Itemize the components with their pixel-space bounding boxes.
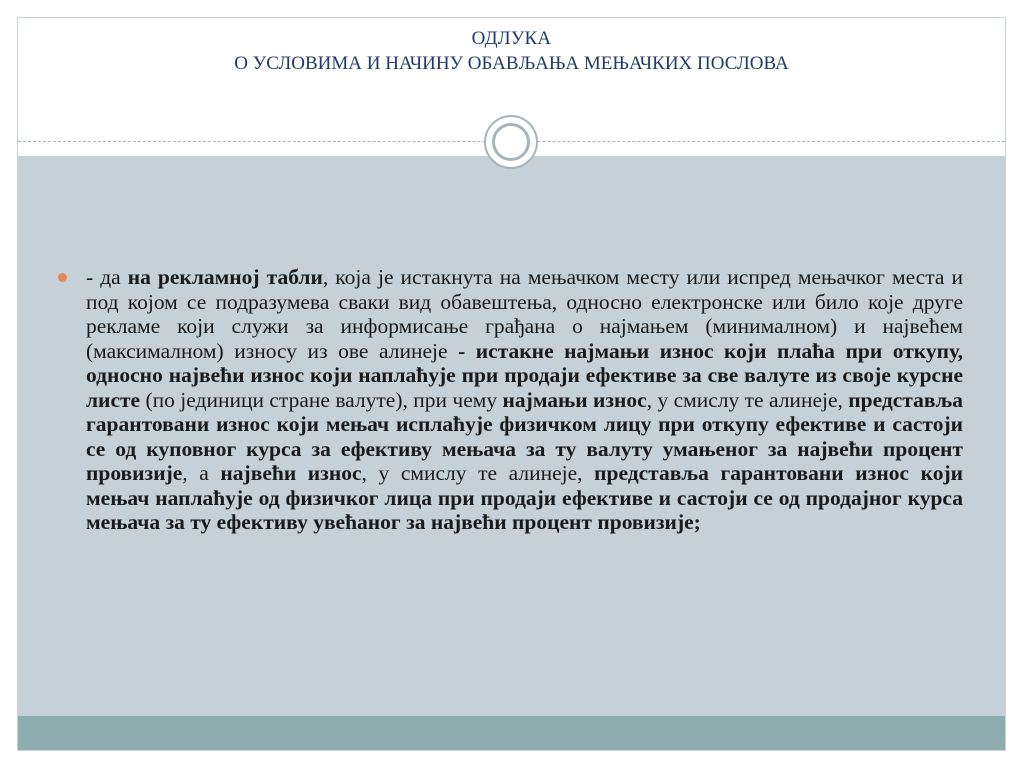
text-segment: , у смислу те алинеје, [361, 461, 595, 485]
text-segment: , у смислу те алинеје, [646, 387, 849, 412]
title-line-1: ОДЛУКА [471, 28, 552, 49]
title-line-2: О УСЛОВИМА И НАЧИНУ ОБАВЉАЊА МЕЊАЧКИХ ПОСЛОВА [234, 53, 789, 74]
bold-segment: најмањи износ [502, 387, 647, 412]
decorative-ring-icon [484, 115, 538, 169]
text-segment: (по јединици стране валуте), при чему [140, 387, 503, 412]
text-segment: , која је истакнута на мењачком месту или испред мењачког места и под којом се подразумева сваки вид обавештења, односно електронске или било које друге рекламе који служи за информисање грађана о најмањем (минималном) и највећем (максималном) износу из ове алинеје [86, 265, 963, 363]
text-segment: , а [182, 461, 221, 485]
bold-segment: представља гарантовани износ који мењач исплаћује физичком лицу при откупу ефективе и састоји се од куповног курса за ефективу мењача за ту валуту умањеног за највећи процент провизије [86, 387, 964, 485]
footer-bar [18, 716, 1005, 750]
bold-segment: највећи износ [220, 461, 362, 485]
bold-segment: представља гарантовани износ који мењач наплаћује од физичког лица при продаји ефективе и састоји се од продајног курса мењача за ту ефективу увећаног за највећи процент провизије; [86, 461, 963, 534]
body-paragraph [86, 265, 963, 535]
bold-segment: - истакне најмањи износ који плаћа при откупу, односно највећи износ који наплаћује при продаји ефективе за све валуте из своје курсне листе [86, 338, 963, 412]
bold-segment: на рекламној табли [127, 265, 323, 289]
text-segment: - да [86, 265, 128, 289]
bullet-dot-icon [58, 273, 67, 282]
decorative-inner-ring [492, 123, 530, 161]
